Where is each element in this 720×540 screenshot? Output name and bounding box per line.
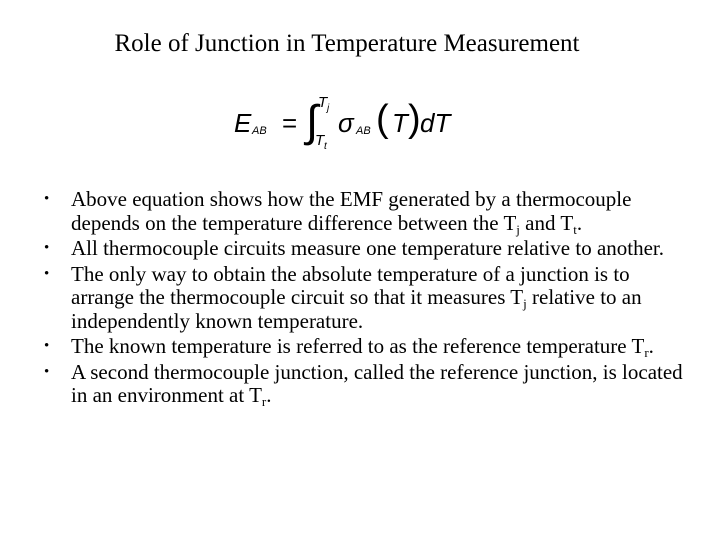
bullet-item — [44, 263, 684, 334]
equation-lhs: E — [234, 108, 252, 138]
bullet-text: . — [576, 210, 583, 235]
bullet-text: and T — [519, 210, 574, 235]
bullet-item — [44, 361, 684, 408]
integral-upper-limit-subscript: j — [327, 103, 330, 114]
bullet-text: . — [648, 334, 654, 358]
bullet-text: The only way to obtain the absolute temperature of a junction is to arrange the thermocouple circuit so that it measures T — [71, 261, 630, 309]
bullet-text: All thermocouple circuits measure one temperature relative to another. — [71, 236, 665, 260]
bullet-text: . — [266, 383, 272, 407]
bullet-text: A second thermocouple junction, called the reference junction, is located in an environment at T — [71, 359, 683, 407]
bullet-item — [44, 237, 684, 261]
bullet-text: Above equation shows how the EMF generated by a thermocouple depends on the temperature difference between the T — [71, 187, 632, 235]
bullet-dot: • — [44, 265, 50, 282]
bullet-text: relative to an independently known temperature. — [71, 285, 642, 333]
bullet-subscript: j — [523, 296, 527, 311]
bullet-text: The known temperature is referred to as the reference temperature T — [71, 334, 645, 358]
bullet-subscript: r — [644, 345, 649, 360]
slide-title: Role of Junction in Temperature Measurement — [114, 30, 580, 57]
bullet-dot: • — [44, 240, 50, 256]
bullet-dot: • — [44, 338, 50, 354]
equation-equals: = — [282, 108, 298, 138]
equation-sigma: σ — [338, 108, 354, 138]
bullet-item — [44, 188, 684, 235]
bullet-subscript: t — [573, 221, 577, 237]
integral-upper-limit: T — [318, 94, 328, 111]
equation-lhs-subscript: AB — [252, 125, 267, 137]
emf-equation — [222, 93, 462, 155]
integral-sign: ∫ — [306, 97, 319, 146]
bullet-list — [44, 188, 684, 408]
equation-argument: T — [392, 108, 408, 138]
bullet-subscript: r — [261, 394, 267, 409]
bullet-dot: • — [44, 191, 50, 207]
integral-lower-limit: T — [315, 132, 325, 149]
equation-close-paren: ) — [408, 98, 421, 140]
equation-sigma-subscript: AB — [356, 125, 371, 137]
equation-open-paren: ( — [376, 98, 389, 140]
equation-differential: dT — [420, 108, 451, 138]
bullet-item — [44, 335, 684, 359]
bullet-dot: • — [44, 363, 50, 380]
integral-lower-limit-subscript: t — [324, 141, 327, 152]
bullet-subscript: j — [516, 221, 520, 237]
